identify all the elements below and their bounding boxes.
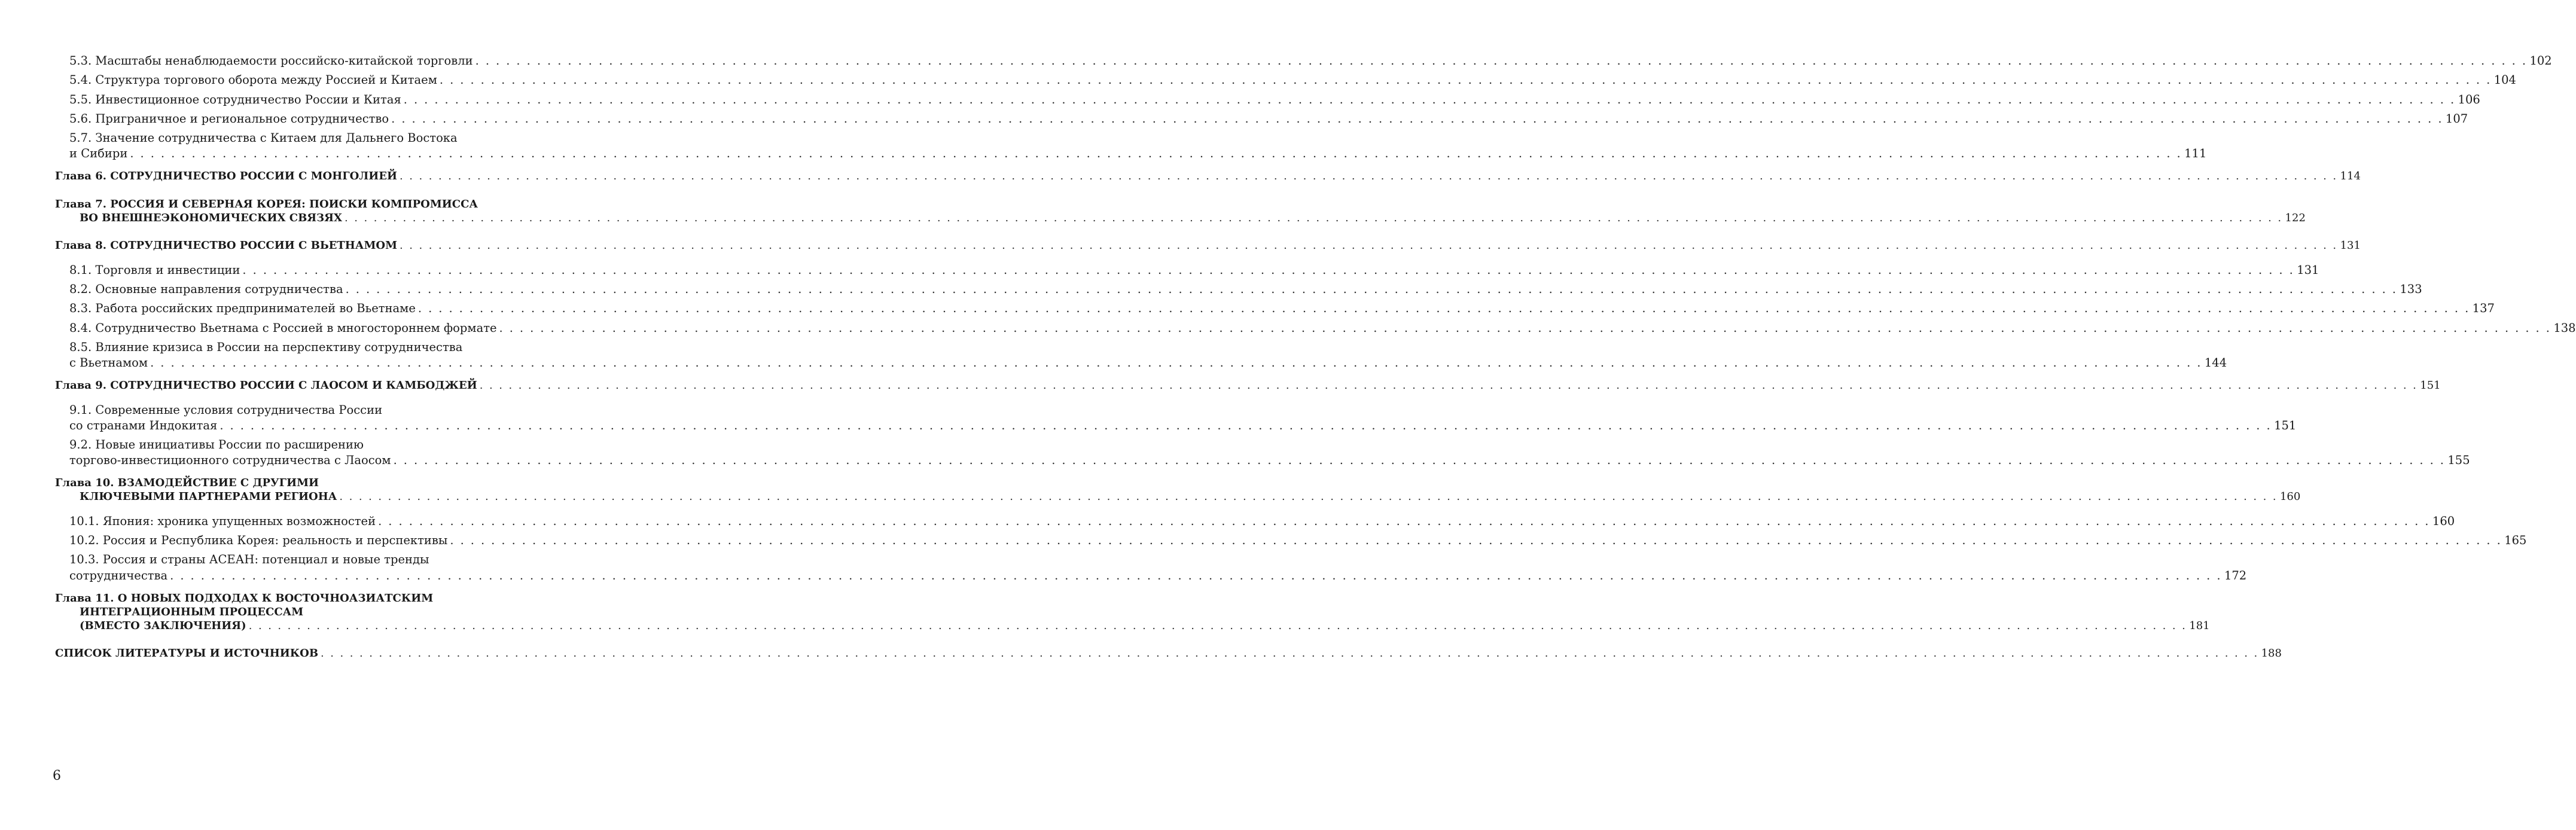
toc-page-number: 144 — [2204, 356, 2227, 370]
dot-leader: . . . . . . . . . . . . . . . . . . . . . . . . . . . . . . . . . . . . . . . . . . . . . . . . . . . . . . . . . . . . . . . . . . . . . . . . . . . . . . . . . . . . . . . . . . . . . . . . . . . . . . . . . . . . . . . . . . . . . . . . . . . . . . . . . . . . . . . . . . . . . . . . . . . . . . . . . . . . . . . . . . . . . . . . . . . . . . . . . . . . . . . . . . . . . . . . . . . . . . . . — [345, 282, 2398, 296]
dot-leader: . . . . . . . . . . . . . . . . . . . . . . . . . . . . . . . . . . . . . . . . . . . . . . . . . . . . . . . . . . . . . . . . . . . . . . . . . . . . . . . . . . . . . . . . . . . . . . . . . . . . . . . . . . . . . . . . . . . . . . . . . . . . . . . . . . . . . . . . . . . . . . . . . . . . . . . . . . . . . . . . . . . . . . . . . . . . . . . . . . . . . . . . . . . . . . . . . . . . . . . . — [248, 620, 2187, 632]
dot-leader: . . . . . . . . . . . . . . . . . . . . . . . . . . . . . . . . . . . . . . . . . . . . . . . . . . . . . . . . . . . . . . . . . . . . . . . . . . . . . . . . . . . . . . . . . . . . . . . . . . . . . . . . . . . . . . . . . . . . . . . . . . . . . . . . . . . . . . . . . . . . . . . . . . . . . . . . . . . . . . . . . . . . . . . . . . . . . . . . . . . . . . . . . . . . . . . . . . . . . . . . — [439, 73, 2492, 87]
chapter-title: Глава 10. ВЗАМОДЕЙСТВИЕ С ДРУГИМИ — [55, 477, 319, 489]
toc-section-line — [69, 418, 2297, 434]
toc-chapter-line — [80, 210, 2306, 226]
chapter-title: ВО ВНЕШНЕЭКОНОМИЧЕСКИХ СВЯЗЯХ — [80, 212, 342, 224]
section-title: с Вьетнамом — [69, 356, 148, 370]
toc-section-line — [69, 301, 2495, 316]
toc-page-number: 104 — [2493, 73, 2516, 87]
dot-leader: . . . . . . . . . . . . . . . . . . . . . . . . . . . . . . . . . . . . . . . . . . . . . . . . . . . . . . . . . . . . . . . . . . . . . . . . . . . . . . . . . . . . . . . . . . . . . . . . . . . . . . . . . . . . . . . . . . . . . . . . . . . . . . . . . . . . . . . . . . . . . . . . . . . . . . . . . . . . . . . . . . . . . . . . . . . . . . . . . . . . . . . . . . . . . . . . . . . . . . . . — [450, 533, 2502, 547]
toc-page-number: 122 — [2285, 212, 2306, 224]
toc-chapter-line — [55, 378, 2441, 393]
toc-chapter-line — [55, 238, 2361, 254]
toc-page-number: 181 — [2189, 620, 2210, 632]
section-title: торгово-инвестиционного сотрудничества с Лаосом — [69, 453, 391, 467]
toc-section-line — [69, 53, 2552, 69]
chapter-title: Глава 7. РОССИЯ И СЕВЕРНАЯ КОРЕЯ: ПОИСКИ КОМПРОМИССА — [55, 198, 478, 210]
page-number: 6 — [53, 768, 61, 783]
toc-page-number: 137 — [2472, 301, 2495, 315]
chapter-title: ИНТЕГРАЦИОННЫМ ПРОЦЕССАМ — [80, 606, 304, 618]
toc-section-line — [69, 437, 528, 453]
toc-chapter-line — [80, 489, 2301, 505]
dot-leader: . . . . . . . . . . . . . . . . . . . . . . . . . . . . . . . . . . . . . . . . . . . . . . . . . . . . . . . . . . . . . . . . . . . . . . . . . . . . . . . . . . . . . . . . . . . . . . . . . . . . . . . . . . . . . . . . . . . . . . . . . . . . . . . . . . . . . . . . . . . . . . . . . . . . . . . . . . . . . . . . . . . . . . . . . . . . . . . . . . . . . . . . . . . . . . . . . . . . . . . . — [150, 356, 2202, 370]
toc-page-number: 106 — [2458, 93, 2480, 106]
section-title: 8.2. Основные направления сотрудничества — [69, 282, 343, 296]
toc-page-number: 188 — [2261, 647, 2282, 660]
toc-section-line — [69, 453, 2470, 468]
dot-leader: . . . . . . . . . . . . . . . . . . . . . . . . . . . . . . . . . . . . . . . . . . . . . . . . . . . . . . . . . . . . . . . . . . . . . . . . . . . . . . . . . . . . . . . . . . . . . . . . . . . . . . . . . . . . . . . . . . . . . . . . . . . . . . . . . . . . . . . . . . . . . . . . . . . . . . . . . . . . . . . . . . . . . . . . . . . . . . . . . . . . . . . . . . . . . . . . . . . . . . . . — [475, 54, 2528, 68]
toc-page-number: 133 — [2400, 282, 2422, 296]
section-title: 10.1. Япония: хроника упущенных возможностей — [69, 514, 376, 528]
section-title: 9.2. Новые инициативы России по расширению — [69, 438, 364, 451]
dot-leader: . . . . . . . . . . . . . . . . . . . . . . . . . . . . . . . . . . . . . . . . . . . . . . . . . . . . . . . . . . . . . . . . . . . . . . . . . . . . . . . . . . . . . . . . . . . . . . . . . . . . . . . . . . . . . . . . . . . . . . . . . . . . . . . . . . . . . . . . . . . . . . . . . . . . . . . . . . . . . . . . . . . . . . . . . . . . . . . . . . . . . . . . . . . . . . . . . . . . . . . . — [170, 569, 2222, 582]
dot-leader: . . . . . . . . . . . . . . . . . . . . . . . . . . . . . . . . . . . . . . . . . . . . . . . . . . . . . . . . . . . . . . . . . . . . . . . . . . . . . . . . . . . . . . . . . . . . . . . . . . . . . . . . . . . . . . . . . . . . . . . . . . . . . . . . . . . . . . . . . . . . . . . . . . . . . . . . . . . . . . . . . . . . . . . . . . . . . . . . . . . . . . . . . . . . . . . . . . . . . . . . — [400, 239, 2338, 252]
dot-leader: . . . . . . . . . . . . . . . . . . . . . . . . . . . . . . . . . . . . . . . . . . . . . . . . . . . . . . . . . . . . . . . . . . . . . . . . . . . . . . . . . . . . . . . . . . . . . . . . . . . . . . . . . . . . . . . . . . . . . . . . . . . . . . . . . . . . . . . . . . . . . . . . . . . . . . . . . . . . . . . . . . . . . . . . . . . . . . . . . . . . . . . . . . . . . . . . . . . . . . . . — [339, 490, 2278, 503]
toc-page-number: 102 — [2529, 54, 2552, 68]
section-title: 8.3. Работа российских предпринимателей во Вьетнаме — [69, 301, 416, 315]
dot-leader: . . . . . . . . . . . . . . . . . . . . . . . . . . . . . . . . . . . . . . . . . . . . . . . . . . . . . . . . . . . . . . . . . . . . . . . . . . . . . . . . . . . . . . . . . . . . . . . . . . . . . . . . . . . . . . . . . . . . . . . . . . . . . . . . . . . . . . . . . . . . . . . . . . . . . . . . . . . . . . . . . . . . . . . . . . . . . . . . . . . . . . . . . . . . . . . . . . . . . . . . — [403, 93, 2456, 106]
toc-section-line — [69, 552, 528, 567]
section-title: 5.6. Приграничное и региональное сотрудничество — [69, 112, 389, 126]
dot-leader: . . . . . . . . . . . . . . . . . . . . . . . . . . . . . . . . . . . . . . . . . . . . . . . . . . . . . . . . . . . . . . . . . . . . . . . . . . . . . . . . . . . . . . . . . . . . . . . . . . . . . . . . . . . . . . . . . . . . . . . . . . . . . . . . . . . . . . . . . . . . . . . . . . . . . . . . . . . . . . . . . . . . . . . . . . . . . . . . . . . . . . . . . . . . . . . . . . . . . . . . — [130, 147, 2182, 160]
section-title: и Сибири — [69, 147, 128, 160]
toc-section-line — [69, 111, 2468, 127]
section-title: 5.3. Масштабы ненаблюдаемости российско-китайской торговли — [69, 54, 473, 68]
section-title: 10.3. Россия и страны АСЕАН: потенциал и новые тренды — [69, 553, 429, 566]
toc-section-line — [69, 72, 2516, 88]
dot-leader: . . . . . . . . . . . . . . . . . . . . . . . . . . . . . . . . . . . . . . . . . . . . . . . . . . . . . . . . . . . . . . . . . . . . . . . . . . . . . . . . . . . . . . . . . . . . . . . . . . . . . . . . . . . . . . . . . . . . . . . . . . . . . . . . . . . . . . . . . . . . . . . . . . . . . . . . . . . . . . . . . . . . . . . . . . . . . . . . . . . . . . . . . . . . . . . . . . . . . . . . — [242, 263, 2295, 277]
toc-chapter-line — [55, 646, 2282, 661]
toc-page-number: 165 — [2504, 533, 2527, 547]
dot-leader: . . . . . . . . . . . . . . . . . . . . . . . . . . . . . . . . . . . . . . . . . . . . . . . . . . . . . . . . . . . . . . . . . . . . . . . . . . . . . . . . . . . . . . . . . . . . . . . . . . . . . . . . . . . . . . . . . . . . . . . . . . . . . . . . . . . . . . . . . . . . . . . . . . . . . . . . . . . . . . . . . . . . . . . . . . . . . . . . . . . . . . . . . . . . . . . . . . . . . . . . — [220, 419, 2272, 432]
dot-leader: . . . . . . . . . . . . . . . . . . . . . . . . . . . . . . . . . . . . . . . . . . . . . . . . . . . . . . . . . . . . . . . . . . . . . . . . . . . . . . . . . . . . . . . . . . . . . . . . . . . . . . . . . . . . . . . . . . . . . . . . . . . . . . . . . . . . . . . . . . . . . . . . . . . . . . . . . . . . . . . . . . . . . . . . . . . . . . . . . . . . . . . . . . . . . . . . . . . . . . . . — [378, 514, 2430, 528]
chapter-title: КЛЮЧЕВЫМИ ПАРТНЕРАМИ РЕГИОНА — [80, 490, 337, 503]
toc-page-number: 131 — [2340, 239, 2361, 252]
dot-leader: . . . . . . . . . . . . . . . . . . . . . . . . . . . . . . . . . . . . . . . . . . . . . . . . . . . . . . . . . . . . . . . . . . . . . . . . . . . . . . . . . . . . . . . . . . . . . . . . . . . . . . . . . . . . . . . . . . . . . . . . . . . . . . . . . . . . . . . . . . . . . . . . . . . . . . . . . . . . . . . . . . . . . . . . . . . . . . . . . . . . . . . . . . . . . . . . . . . . . . . . — [479, 379, 2418, 392]
toc-page-number: 160 — [2432, 514, 2455, 528]
chapter-title: (ВМЕСТО ЗАКЛЮЧЕНИЯ) — [80, 620, 246, 632]
toc-page-number: 114 — [2340, 170, 2361, 182]
dot-leader: . . . . . . . . . . . . . . . . . . . . . . . . . . . . . . . . . . . . . . . . . . . . . . . . . . . . . . . . . . . . . . . . . . . . . . . . . . . . . . . . . . . . . . . . . . . . . . . . . . . . . . . . . . . . . . . . . . . . . . . . . . . . . . . . . . . . . . . . . . . . . . . . . . . . . . . . . . . . . . . . . . . . . . . . . . . . . . . . . . . . . . . . . . . . . . . . . . . . . . . . — [499, 321, 2551, 335]
toc-page-number: 155 — [2447, 453, 2470, 467]
toc-page-number: 160 — [2279, 490, 2301, 503]
toc-section-line — [69, 282, 2422, 297]
section-title: 9.1. Современные условия сотрудничества России — [69, 403, 383, 417]
section-title: 8.5. Влияние кризиса в России на перспективу сотрудничества — [69, 340, 463, 354]
dot-leader: . . . . . . . . . . . . . . . . . . . . . . . . . . . . . . . . . . . . . . . . . . . . . . . . . . . . . . . . . . . . . . . . . . . . . . . . . . . . . . . . . . . . . . . . . . . . . . . . . . . . . . . . . . . . . . . . . . . . . . . . . . . . . . . . . . . . . . . . . . . . . . . . . . . . . . . . . . . . . . . . . . . . . . . . . . . . . . . . . . . . . . . . . . . . . . . . . . . . . . . . — [393, 453, 2446, 467]
toc-section-line — [69, 130, 528, 146]
chapter-title: Глава 6. СОТРУДНИЧЕСТВО РОССИИ С МОНГОЛИЕЙ — [55, 170, 397, 182]
toc-section-line — [69, 146, 2207, 161]
toc-chapter-line — [55, 169, 2361, 184]
toc-page-number: 172 — [2224, 569, 2247, 582]
toc-section-line — [69, 402, 528, 418]
toc-section-line — [69, 514, 2455, 529]
toc-section-line — [69, 321, 2576, 336]
dot-leader: . . . . . . . . . . . . . . . . . . . . . . . . . . . . . . . . . . . . . . . . . . . . . . . . . . . . . . . . . . . . . . . . . . . . . . . . . . . . . . . . . . . . . . . . . . . . . . . . . . . . . . . . . . . . . . . . . . . . . . . . . . . . . . . . . . . . . . . . . . . . . . . . . . . . . . . . . . . . . . . . . . . . . . . . . . . . . . . . . . . . . . . . . . . . . . . . . . . . . . . . — [321, 647, 2259, 660]
toc-section-line — [69, 92, 2480, 108]
dot-leader: . . . . . . . . . . . . . . . . . . . . . . . . . . . . . . . . . . . . . . . . . . . . . . . . . . . . . . . . . . . . . . . . . . . . . . . . . . . . . . . . . . . . . . . . . . . . . . . . . . . . . . . . . . . . . . . . . . . . . . . . . . . . . . . . . . . . . . . . . . . . . . . . . . . . . . . . . . . . . . . . . . . . . . . . . . . . . . . . . . . . . . . . . . . . . . . . . . . . . . . . — [344, 212, 2283, 224]
toc-section-line — [69, 263, 2319, 278]
toc-section-line — [69, 340, 528, 355]
toc-page-number: 138 — [2553, 321, 2576, 335]
section-title: сотрудничества — [69, 569, 168, 582]
dot-leader: . . . . . . . . . . . . . . . . . . . . . . . . . . . . . . . . . . . . . . . . . . . . . . . . . . . . . . . . . . . . . . . . . . . . . . . . . . . . . . . . . . . . . . . . . . . . . . . . . . . . . . . . . . . . . . . . . . . . . . . . . . . . . . . . . . . . . . . . . . . . . . . . . . . . . . . . . . . . . . . . . . . . . . . . . . . . . . . . . . . . . . . . . . . . . . . . . . . . . . . . — [399, 170, 2338, 182]
chapter-title: Глава 8. СОТРУДНИЧЕСТВО РОССИИ С ВЬЕТНАМОМ — [55, 239, 397, 252]
section-title: 5.5. Инвестиционное сотрудничество России и Китая — [69, 93, 401, 106]
section-title: 5.4. Структура торгового оборота между Россией и Китаем — [69, 73, 437, 87]
section-title: со странами Индокитая — [69, 419, 218, 432]
dot-leader: . . . . . . . . . . . . . . . . . . . . . . . . . . . . . . . . . . . . . . . . . . . . . . . . . . . . . . . . . . . . . . . . . . . . . . . . . . . . . . . . . . . . . . . . . . . . . . . . . . . . . . . . . . . . . . . . . . . . . . . . . . . . . . . . . . . . . . . . . . . . . . . . . . . . . . . . . . . . . . . . . . . . . . . . . . . . . . . . . . . . . . . . . . . . . . . . . . . . . . . . — [417, 301, 2470, 315]
toc-page-number: 151 — [2274, 419, 2297, 432]
toc-section-line — [69, 355, 2227, 371]
section-title: 5.7. Значение сотрудничества с Китаем для Дальнего Востока — [69, 131, 458, 145]
toc-page-number: 111 — [2184, 147, 2207, 160]
toc-chapter-line — [80, 618, 2210, 634]
chapter-title: СПИСОК ЛИТЕРАТУРЫ И ИСТОЧНИКОВ — [55, 647, 319, 660]
toc-page-number: 151 — [2420, 379, 2441, 392]
dot-leader: . . . . . . . . . . . . . . . . . . . . . . . . . . . . . . . . . . . . . . . . . . . . . . . . . . . . . . . . . . . . . . . . . . . . . . . . . . . . . . . . . . . . . . . . . . . . . . . . . . . . . . . . . . . . . . . . . . . . . . . . . . . . . . . . . . . . . . . . . . . . . . . . . . . . . . . . . . . . . . . . . . . . . . . . . . . . . . . . . . . . . . . . . . . . . . . . . . . . . . . . — [391, 112, 2443, 126]
toc-page-number: 107 — [2445, 112, 2468, 126]
chapter-title: Глава 11. О НОВЫХ ПОДХОДАХ К ВОСТОЧНОАЗИАТСКИМ — [55, 592, 434, 605]
toc-page-number: 131 — [2297, 263, 2319, 277]
toc-section-line — [69, 533, 2527, 548]
chapter-title: Глава 9. СОТРУДНИЧЕСТВО РОССИИ С ЛАОСОМ И КАМБОДЖЕЙ — [55, 379, 477, 392]
section-title: 8.1. Торговля и инвестиции — [69, 263, 240, 277]
toc-section-line — [69, 568, 2247, 584]
section-title: 8.4. Сотрудничество Вьетнама с Россией в многостороннем формате — [69, 321, 497, 335]
section-title: 10.2. Россия и Республика Корея: реальность и перспективы — [69, 533, 448, 547]
